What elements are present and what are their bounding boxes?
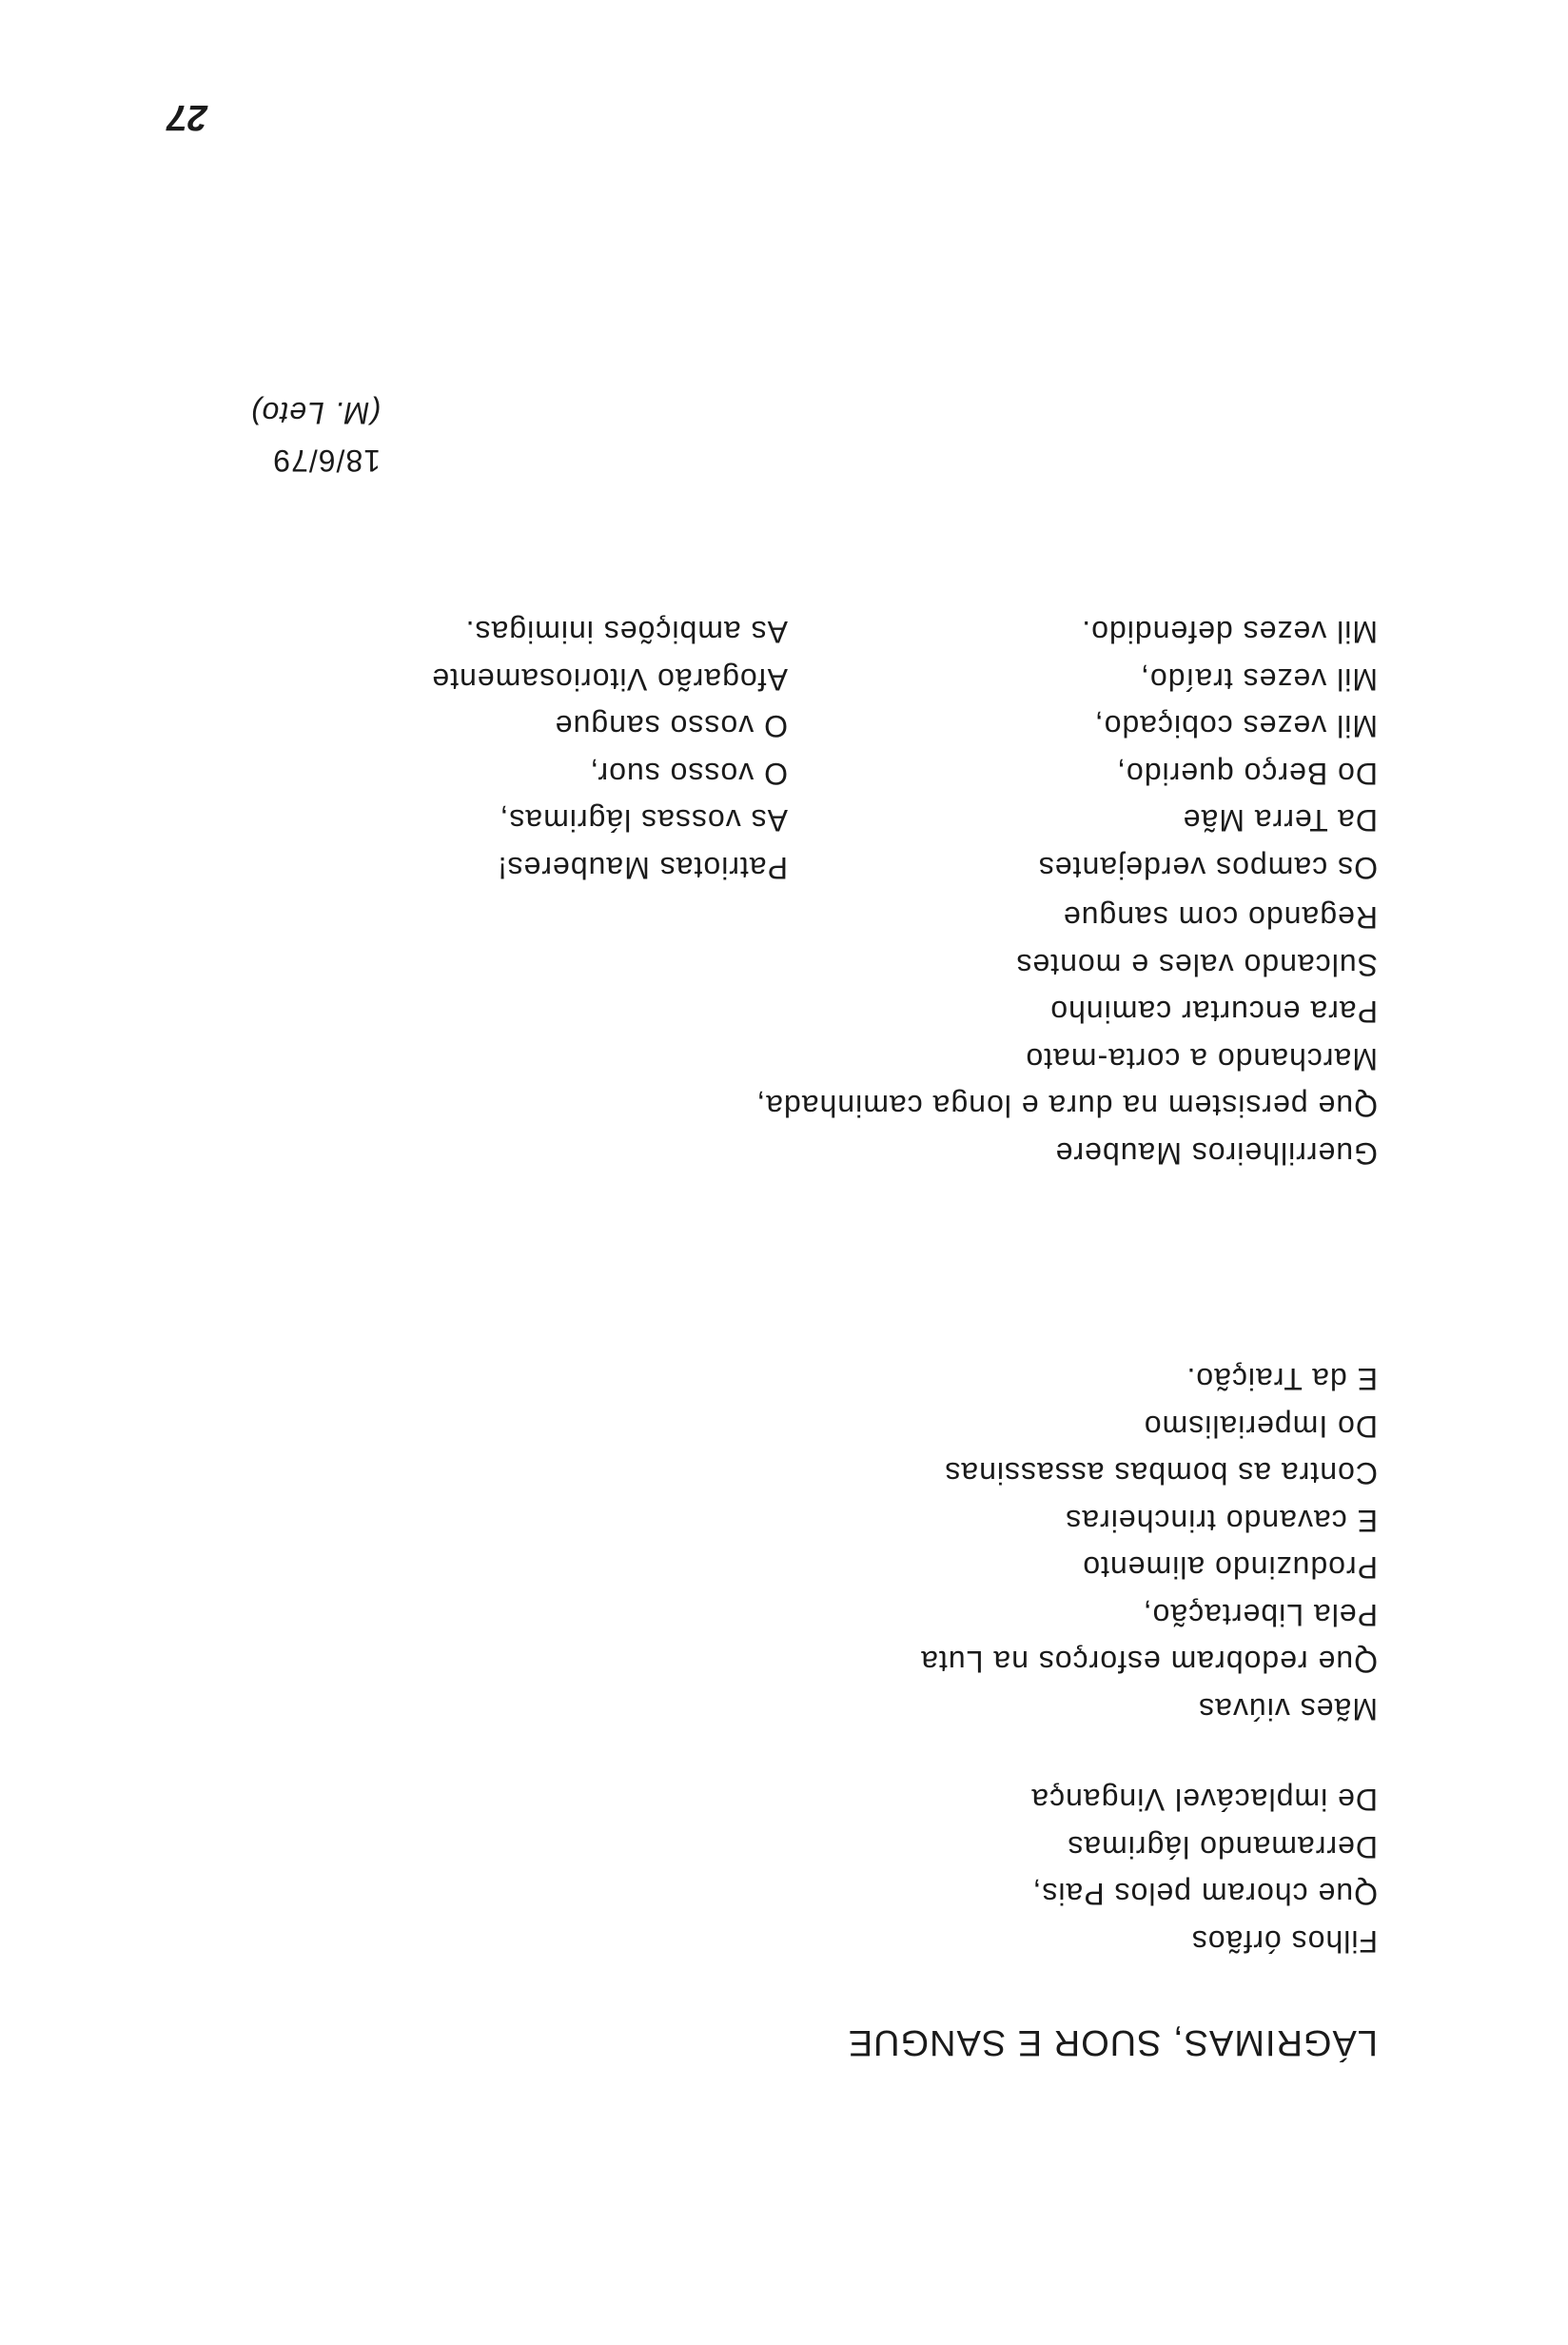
- poem-title: LÁGRIMAS, SUOR E SANGUE: [847, 2022, 1378, 2062]
- poem-line: As ambições inimigas.: [464, 615, 788, 650]
- poem-line: Que choram pelos Pais,: [1031, 1877, 1378, 1912]
- poem-line: Marchando a corta-mato: [1025, 1042, 1378, 1076]
- poem-line: Guerrilheiros Maubere: [1054, 1136, 1378, 1171]
- page-number: 27: [167, 97, 207, 137]
- poem-line: Da Terra Mãe: [1182, 803, 1378, 838]
- poem-date: 18/6/79: [272, 443, 381, 478]
- right-column: [431, 608, 788, 891]
- stanza-3: [755, 894, 1378, 1176]
- poem-line: Regando com sangue: [1062, 900, 1378, 936]
- poem-line: Que redobram esforços na Luta: [920, 1645, 1378, 1680]
- poem-line: De implacável Vingança: [1030, 1783, 1378, 1818]
- poem-line: Que persistem na dura e longa caminhada,: [755, 1089, 1378, 1124]
- poem-line: Filhos órfãos: [1190, 1924, 1378, 1959]
- poem-line: Do Berço querido,: [1116, 757, 1378, 791]
- poem-line: E cavando trincheiras: [1065, 1504, 1378, 1538]
- poem-line: Produzindo alimento: [1082, 1550, 1378, 1586]
- poem-line: Pela Libertação,: [1142, 1598, 1378, 1632]
- poem-line: Mil vezes defendido.: [1081, 615, 1378, 650]
- poem-line: Os campos verdejantes: [1037, 851, 1378, 885]
- poem-line: Sulcando vales e montes: [1015, 948, 1378, 982]
- poem-line: Mães viúvas: [1198, 1692, 1378, 1726]
- poem-line: Mil vezes traído,: [1140, 662, 1378, 697]
- poem-line: Contra as bombas assassinas: [944, 1456, 1378, 1491]
- left-column: [1038, 608, 1378, 891]
- stanza-2: [920, 1355, 1378, 1732]
- poem-line: Derramando lágrimas: [1067, 1830, 1378, 1864]
- poem-line: As vossas lágrimas,: [499, 803, 788, 838]
- stanza-1: [1030, 1776, 1378, 1964]
- poem-author: (M. Leto): [249, 396, 381, 430]
- poem-line: O vosso sangue: [554, 709, 788, 744]
- poem-line: Para encurtar caminho: [1049, 995, 1378, 1030]
- poem-line: Afogarão Vitoriosamente: [431, 662, 788, 697]
- poem-line: Mil vezes cobiçado,: [1093, 709, 1378, 744]
- poem-line: Do Imperialismo: [1143, 1409, 1378, 1444]
- poem-line: E da Traição.: [1186, 1362, 1378, 1397]
- poem-line: O vosso suor,: [589, 757, 788, 791]
- poem-line: Patriotas Mauberes!: [497, 851, 788, 885]
